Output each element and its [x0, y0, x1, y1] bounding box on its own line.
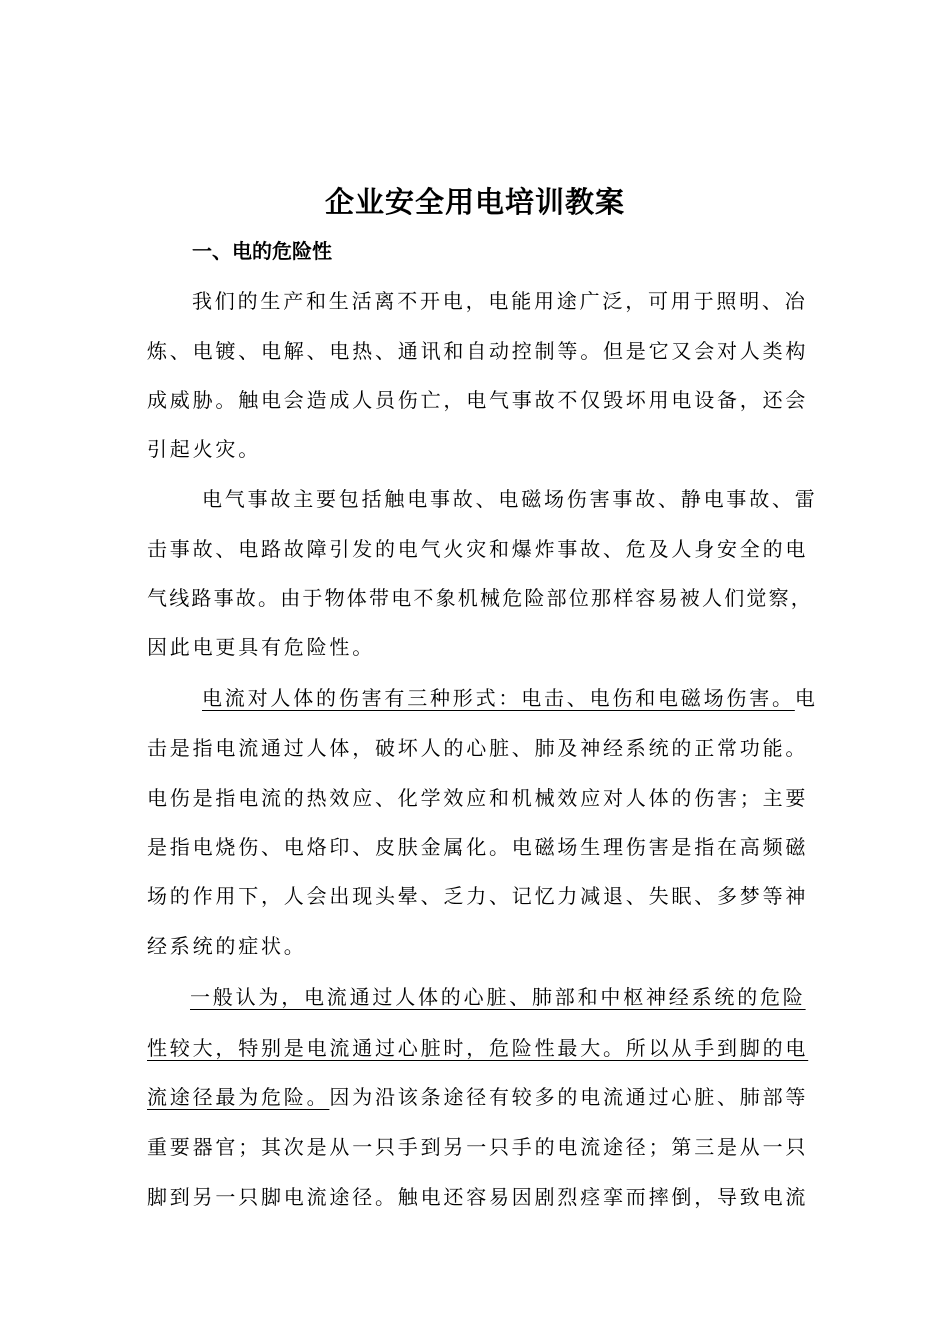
- document-title: 企业安全用电培训教案: [324, 185, 625, 219]
- paragraph-4-line-4: 重要器官；其次是从一只手到另一只手的电流途径；第三是从一只: [147, 1135, 809, 1159]
- paragraph-3-line-5: 场的作用下，人会出现头晕、乏力、记忆力减退、失眠、多梦等神: [147, 884, 809, 908]
- paragraph-4-line-1: [190, 980, 870, 1014]
- paragraph-2-line-1: 电气事故主要包括触电事故、电磁场伤害事故、静电事故、雷: [202, 487, 818, 511]
- paragraph-3-line-6: 经系统的症状。: [147, 934, 307, 958]
- paragraph-1-line-4: 引起火灾。: [147, 437, 261, 461]
- paragraph-1-line-1: 我们的生产和生活离不开电，电能用途广泛，可用于照明、冶: [192, 289, 808, 313]
- underlined-text: 流途径最为危险。: [147, 1085, 330, 1109]
- paragraph-4-line-3: [147, 1080, 827, 1114]
- underlined-text: 一般认为，电流通过人体的心脏、肺部和中枢神经系统的危险: [190, 985, 806, 1009]
- underlined-text: 性较大，特别是电流通过心脏时，危险性最大。所以从手到脚的电: [147, 1036, 809, 1060]
- paragraph-4-line-2: [147, 1031, 827, 1065]
- paragraph-3-line-3: 电伤是指电流的热效应、化学效应和机械效应对人体的伤害；主要: [147, 786, 809, 810]
- paragraph-4-line-5: 脚到另一只脚电流途径。触电还容易因剧烈痉挛而摔倒，导致电流: [147, 1185, 809, 1209]
- paragraph-2-line-3: 气线路事故。由于物体带电不象机械危险部位那样容易被人们觉察，: [147, 586, 813, 610]
- paragraph-3-line-4: 是指电烧伤、电烙印、皮肤金属化。电磁场生理伤害是指在高频磁: [147, 835, 809, 859]
- section-heading: 一、电的危险性: [192, 239, 332, 263]
- underlined-text: 电流对人体的伤害有三种形式：电击、电伤和电磁场伤害。: [202, 686, 795, 710]
- paragraph-1-line-3: 成威胁。触电会造成人员伤亡，电气事故不仅毁坏用电设备，还会: [147, 388, 809, 412]
- paragraph-1-line-2: 炼、电镀、电解、电热、通讯和自动控制等。但是它又会对人类构: [147, 339, 809, 363]
- paragraph-2-line-4: 因此电更具有危险性。: [147, 635, 375, 659]
- paragraph-2-line-2: 击事故、电路故障引发的电气火灾和爆炸事故、危及人身安全的电: [147, 537, 809, 561]
- paragraph-3-line-1-rest: 电: [794, 686, 818, 710]
- paragraph-4-line-3-rest: 因为沿该条途径有较多的电流通过心脏、肺部等: [329, 1085, 809, 1109]
- paragraph-3-line-1: [202, 681, 882, 715]
- paragraph-3-line-2: 击是指电流通过人体，破坏人的心脏、肺及神经系统的正常功能。: [147, 736, 809, 760]
